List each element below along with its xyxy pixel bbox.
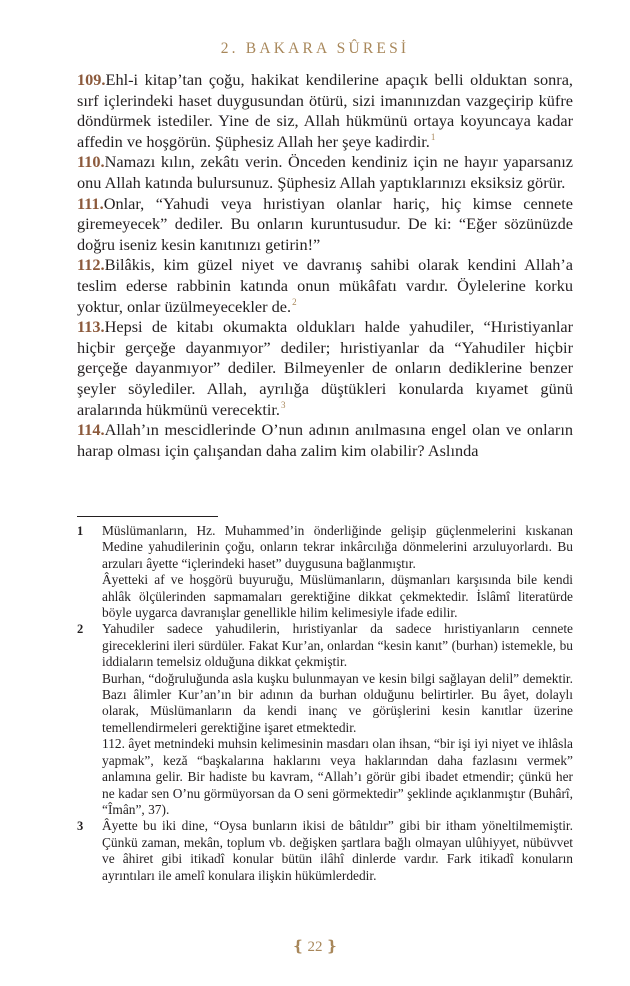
verse <box>77 255 573 317</box>
footnote-paragraph: Burhan, “doğruluğunda asla kuşku bulunmayan ve kesin bilgi sağlayan delil” demektir. Bazı âlimler Kur’an’ın bir adının da burhan olduğunu belirtirler. Bu âyet, dolaylı olarak, Müslümanların da kendi inanç ve görüşlerini kesin kanıtlar üzerine temellendirmeleri gerektiğine işaret etmektedir. <box>102 670 573 735</box>
ornament-right-icon: ❵ <box>325 939 339 955</box>
verse-text: Bilâkis, kim güzel niyet ve davranış sahibi olarak kendini Allah’a teslim ederse rabbinin katında onun mükâfatı vardır. Öylelerine korku yoktur, onlar üzülmeyecekler de. <box>77 255 573 316</box>
verse-text: Namazı kılın, zekâtı verin. Önceden kendiniz için ne hayır yaparsanız onu Allah katında bulursunuz. Şüphesiz Allah yaptıklarınızı eksiksiz görür. <box>77 152 573 192</box>
ornament-left-icon: ❴ <box>291 939 305 955</box>
footnote-number: 3 <box>77 819 84 834</box>
footnote-marker[interactable]: 2 <box>292 297 297 308</box>
footnote-body <box>102 621 573 818</box>
verse-text: Ehl-i kitap’tan çoğu, hakikat kendilerine apaçık belli olduktan sonra, sırf içlerindeki haset duygusundan ötürü, sizi imanınızdan vazgeçirip küfre döndürmek istediler. Yine de siz, Allah hükmünü ortaya koyuncaya kadar affedin ve hoşgörün. Şüphesiz Allah her şeye kadirdir. <box>77 70 573 151</box>
footnote-marker[interactable]: 1 <box>430 132 436 143</box>
footnote-paragraph: 112. âyet metnindeki muhsin kelimesinin masdarı olan ihsan, “bir işi iyi niyet ve ihlâsla yapmak”, keză “başkalarına haklarını veya haklarından daha fazlasını vermek” anlamına gelir. Bir hadiste bu kavram, “Allah’ı görür gibi ibadet etmendir; çünkü her ne kadar sen O’nu görmüyorsan da O seni görmektedir” şeklinde açıklanmıştır (Buhârî, “Îmân”, 37). <box>102 736 573 817</box>
footnote-paragraph: Âyetteki af ve hoşgörü buyuruğu, Müslümanların, düşmanları karşısında bile kendi ahlâk ölçülerinden sapmamaları gerektiğine dikkat çekmektedir. İslâmî literatürde böyle uygarca davranışlar genellikle hilim kelimesiyle ifade edilir. <box>102 572 573 621</box>
verse-text: Allah’ın mescidlerinde O’nun adının anılmasına engel olan ve onların harap olması için çalışandan daha zalim kim olabilir? Aslında <box>77 420 573 460</box>
footnote-marker[interactable]: 3 <box>280 400 286 411</box>
verse-number: 112. <box>77 255 105 275</box>
page-footer <box>0 937 630 956</box>
verse-text: Onlar, “Yahudi veya hıristiyan olanlar hariç, hiç kimse cennete giremeyecek” dediler. Bu onların kuruntusudur. De ki: “Eğer sözünüzde doğru iseniz kesin kanıtınızı getirin!” <box>77 193 573 254</box>
footnote-paragraph: Müslümanların, Hz. Muhammed’in önderliğinde gelişip güçlenmelerini kıskanan Medine yahudilerinin çoğu, onların tekrar inkârcılığa dönmelerini arzuluyorlardı. Bu arzuları âyette “içlerindeki haset” duygusuna bağlanmıştır. <box>102 523 573 571</box>
verse <box>77 420 573 461</box>
verse-number: 114. <box>77 420 105 440</box>
verse <box>77 317 573 420</box>
footnote <box>77 621 573 818</box>
footnote-number: 1 <box>77 524 84 538</box>
footnotes <box>77 523 573 884</box>
footnote <box>77 818 573 884</box>
verse-text: Hepsi de kitabı okumakta oldukları halde yahudiler, “Hıristiyanlar hiçbir gerçeğe dayanmıyor” dediler; hıristiyanlar da “Yahudiler hiçbir gerçeğe dayanmıyor” dediler. Bilmeyenler de onların dediklerine benzer şeyler söylediler. Allah, ayrılığa düştükleri konularda kıyamet günü aralarında hükmünü verecektir. <box>77 317 573 419</box>
verse <box>77 152 573 193</box>
footnote-paragraph: Yahudiler sadece yahudilerin, hıristiyanlar da sadece hıristiyanların cennete gireceklerini ileri sürdüler. Fakat Kur’an, onlardan “kesin kanıt” (burhan) istemekle, bu iddiaların temelsiz olduğuna dikkat çekmiştir. <box>102 621 573 670</box>
footnote-number: 2 <box>77 622 84 637</box>
footnote <box>77 523 573 621</box>
page-number: 22 <box>307 939 323 955</box>
verse-block <box>77 70 573 461</box>
footnote-body <box>102 523 573 621</box>
footnote-paragraph: Âyette bu iki dine, “Oysa bunların ikisi de bâtıldır” gibi bir itham yöneltilmemiştir. Çünkü zaman, mekân, toplum vb. değişken şartlara bağlı olmayan ulûhiyyet, nübüvvet ve âhiret gibi itikadî konular bütün ilâhî dinlerde vardır. Fark itikadî konuların ayrıntıları ile amelî konulara ilişkin hükümlerdedir. <box>102 818 573 883</box>
verse-number: 109. <box>77 70 106 89</box>
footnote-body <box>102 818 573 884</box>
verse-number: 113. <box>77 317 105 337</box>
footnote-divider <box>77 516 218 517</box>
running-header: 2. BAKARA SÛRESİ <box>220 40 410 57</box>
verse <box>77 70 573 152</box>
verse <box>77 194 573 256</box>
verse-number: 110. <box>77 152 105 172</box>
verse-number: 111. <box>77 193 104 213</box>
